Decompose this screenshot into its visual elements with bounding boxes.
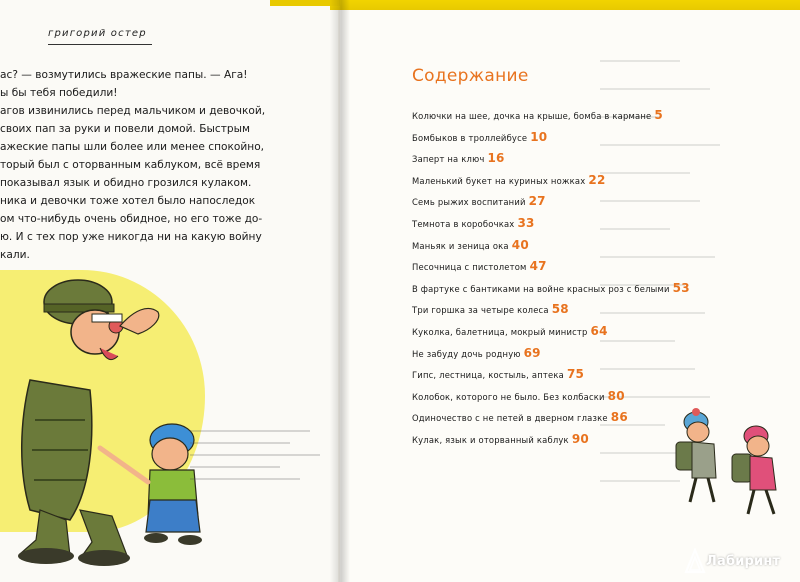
yellow-edge-band <box>330 0 800 10</box>
toc-entry-title: В фартуке с бантиками на войне красных роз с белыми <box>412 283 670 294</box>
text-line: торый был с оторванным каблуком, всё время <box>0 159 261 171</box>
table-of-contents <box>412 106 712 452</box>
toc-entry[interactable] <box>412 171 712 193</box>
running-head <box>48 28 147 39</box>
toc-entry-title: Куколка, балетница, мокрый министр <box>412 326 588 337</box>
toc-entry[interactable] <box>412 344 712 366</box>
toc-entry-page: 53 <box>672 280 690 295</box>
text-line: своих пап за руки и повели домой. Быстрым <box>0 123 250 135</box>
toc-entry-title: Колобок, которого не было. Без колбаски <box>412 391 605 402</box>
running-head-rule <box>48 44 152 45</box>
text-line: ом что-нибудь очень обидное, но его тоже до- <box>0 213 263 225</box>
running-head-text: григорий остер <box>48 28 147 39</box>
text-line: ажеские папы шли более или менее спокойно, <box>0 141 265 153</box>
toc-entry-page: 5 <box>654 108 663 122</box>
toc-entry-page: 16 <box>487 151 505 166</box>
toc-entry-title: Маньяк и зеница ока <box>412 240 509 251</box>
toc-entry[interactable] <box>412 279 712 301</box>
toc-entry-page: 33 <box>517 215 535 230</box>
toc-entry[interactable] <box>412 128 712 150</box>
walking-kids-illustration <box>652 402 782 522</box>
labirint-logo-icon <box>684 548 706 574</box>
toc-entry[interactable] <box>412 322 712 344</box>
toc-entry-title: Колючки на шее, дочка на крыше, бомба в кармане <box>412 111 652 121</box>
toc-entry[interactable] <box>412 236 712 258</box>
toc-title: Содержание <box>412 66 529 86</box>
toc-entry[interactable] <box>412 257 712 279</box>
toc-entry[interactable] <box>412 149 712 171</box>
toc-entry-title: Песочница с пистолетом <box>412 262 527 273</box>
toc-entry-title: Гипс, лестница, костыль, аптека <box>412 370 564 381</box>
toc-entry-title: Заперт на ключ <box>412 154 485 165</box>
toc-entry-page: 10 <box>530 129 548 144</box>
toc-entry-page: 80 <box>607 388 625 403</box>
toc-entry-title: Одиночество с не петей в дверном глазке <box>412 413 608 424</box>
toc-entry-page: 58 <box>551 302 569 317</box>
toc-entry-page: 90 <box>571 431 589 446</box>
story-text <box>0 66 318 264</box>
text-line: показывал язык и обидно грозился кулаком. <box>0 177 252 189</box>
toc-entry-page: 47 <box>529 259 547 274</box>
text-line: ы бы тебя победили! <box>0 87 118 99</box>
toc-entry-title: Темнота в коробочках <box>412 218 515 229</box>
toc-entry[interactable] <box>412 365 712 387</box>
labirint-watermark <box>684 548 794 576</box>
toc-entry[interactable] <box>412 192 712 214</box>
text-line: ю. И с тех пор уже никогда ни на какую войну <box>0 231 262 243</box>
book-gutter <box>330 0 350 582</box>
text-line: кали. <box>0 249 30 261</box>
toc-entry-title: Бомбыков в троллейбусе <box>412 132 528 143</box>
toc-entry[interactable] <box>412 106 712 128</box>
show-through-text <box>190 430 330 540</box>
toc-entry-page: 27 <box>528 194 546 209</box>
toc-entry-page: 40 <box>511 237 529 252</box>
text-line: агов извинились перед мальчиком и девочкой, <box>0 105 266 117</box>
toc-entry[interactable] <box>412 214 712 236</box>
toc-entry-page: 64 <box>590 323 608 338</box>
toc-entry-title: Три горшка за четыре колеса <box>412 305 549 316</box>
toc-entry-title: Не забуду дочь родную <box>412 348 521 359</box>
toc-entry-title: Кулак, язык и оторванный каблук <box>412 434 569 445</box>
text-line: ас? — возмутились вражеские папы. — Ага! <box>0 69 248 81</box>
toc-entry-title: Маленький букет на куриных ножках <box>412 175 586 186</box>
labirint-logo-text: Лабиринт <box>706 554 781 569</box>
toc-entry-title: Семь рыжих воспитаний <box>412 197 526 208</box>
toc-entry-page: 22 <box>588 172 606 187</box>
text-line: ника и девочки тоже хотел было напоследок <box>0 195 256 207</box>
toc-entry[interactable] <box>412 300 712 322</box>
toc-entry-page: 69 <box>523 345 541 360</box>
toc-entry-page: 86 <box>610 410 628 425</box>
toc-entry-page: 75 <box>566 367 585 382</box>
